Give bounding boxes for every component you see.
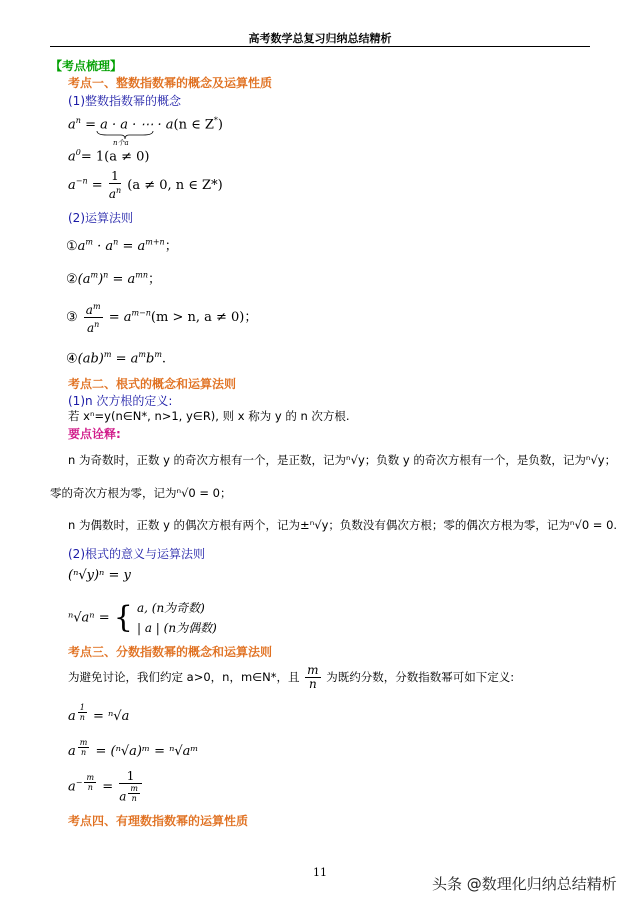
watermark: 头条 @数理化归纳总结精析 xyxy=(432,875,617,893)
k1-rule1: $①a^m \cdot a^n = a^{m+n}$； xyxy=(66,237,178,254)
k2-sub2: (2)根式的意义与运算法则 xyxy=(68,547,205,561)
k2-formula2: ⁿ√aⁿ = { a, (n为奇数) | a | (n为偶数) xyxy=(68,600,217,635)
k2-odd-line2: 零的奇次方根为零，记为ⁿ√0 = 0； xyxy=(50,486,232,500)
section-tag: 【考点梳理】 xyxy=(50,59,123,73)
cases-brace: { xyxy=(113,600,133,635)
k1-rule3: ③ $\frac{a^m}{a^n}$ = $a^{m-n}(m > n$, a ≠ 0)； xyxy=(66,302,258,335)
k2-sub1: (1)n 次方根的定义: xyxy=(68,394,173,408)
k3-formula1: a $^{\frac{1}{n}}$ = ⁿ√a xyxy=(68,703,130,724)
k3-intro: 为避免讨论，我们约定 a>0，n，m∈N*，且 $\frac{m}{n}$ 为既约分数，分数指数幂可如下定义: xyxy=(68,663,515,691)
k4-title: 考点四、有理数指数幂的运算性质 xyxy=(68,814,249,828)
page-number: 11 xyxy=(313,866,327,879)
k2-odd-line1: n 为奇数时，正数 y 的奇次方根有一个，是正数，记为ⁿ√y；负数 y 的奇次方根有一个，是负数，记为ⁿ√y； xyxy=(68,453,617,467)
k1-negative-exponent: $a^{-n}$ = $\frac{1}{a^n}$ (a ≠ 0, n ∈ Z*) xyxy=(68,169,223,201)
page-header: 高考数学总复习归纳总结精析 xyxy=(248,32,392,45)
k2-key-label: 要点诠释: xyxy=(68,427,121,441)
k3-title: 考点三、分数指数幂的概念和运算法则 xyxy=(68,645,273,659)
k2-formula1: (ⁿ√y)ⁿ = y xyxy=(68,568,131,583)
k2-definition: 若 xⁿ=y(n∈N*, n>1, y∈R), 则 x 称为 y 的 n 次方根. xyxy=(68,409,350,423)
header-rule xyxy=(50,46,590,47)
k1-rule4: ④(ab)$^m$ = $a^mb^m$. xyxy=(66,350,167,367)
k1-sub1: (1)整数指数幂的概念 xyxy=(68,94,181,108)
k3-formula3: $a^{- \frac{m}{n}}$ = 1 a $^{\frac{m}{n}}$ xyxy=(68,770,144,804)
k1-rule2: $②(a^m)^n = a^{mn}$； xyxy=(66,270,161,287)
k1-title: 考点一、整数指数幂的概念及运算性质 xyxy=(68,76,273,90)
underbrace-label: n个a xyxy=(113,139,129,147)
k2-even-line: n 为偶数时，正数 y 的偶次方根有两个，记为±ⁿ√y；负数没有偶次方根；零的偶次方根为零，记为ⁿ√0 = 0. xyxy=(68,518,618,532)
k2-title: 考点二、根式的概念和运算法则 xyxy=(68,377,237,391)
k1-sub2: (2)运算法则 xyxy=(68,211,133,225)
k3-formula2: a $^{\frac{m}{n}}$ = (ⁿ√a)ᵐ = ⁿ√aᵐ xyxy=(68,738,199,759)
k1-zero-exponent: $a^0= 1(a \ne 0)$ xyxy=(68,148,150,165)
k1-definition: $a^n = a \cdot a$ · ⋯ · a(n ∈ Z*) xyxy=(68,116,223,133)
